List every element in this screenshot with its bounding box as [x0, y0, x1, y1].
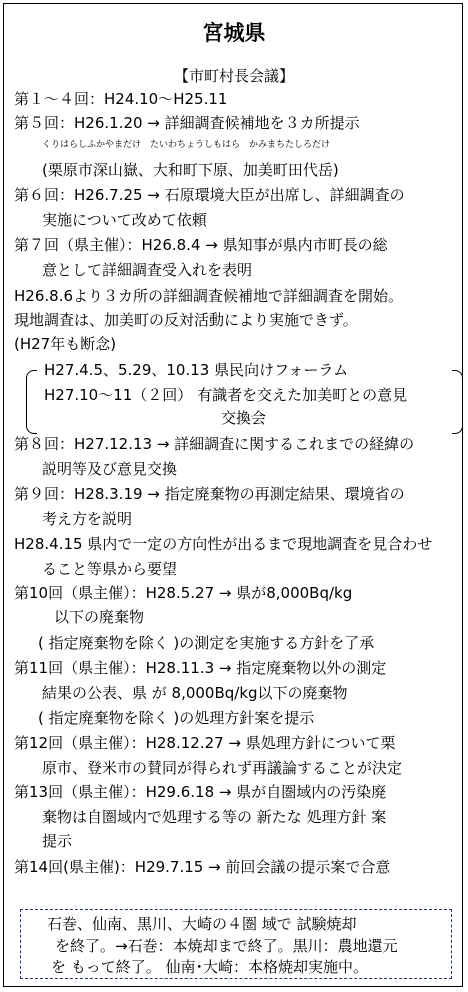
meeting-9: 第９回：H28.3.19 → 指定廃棄物の再測定結果、環境省の	[14, 485, 405, 503]
exchange-line-cont: 交換会	[221, 409, 267, 427]
incineration-note-box	[20, 909, 452, 979]
bracket-left	[26, 370, 37, 434]
document-frame	[3, 3, 463, 987]
meeting-5: 第５回：H26.1.20 → 詳細調査候補地を３カ所提示	[14, 114, 360, 132]
meeting-7: 第７回（県主催）：H26.8.4 → 県知事が県内市町長の総	[14, 236, 388, 254]
meeting-12: 第12回（県主催）：H28.12.27 → 県処理方針について栗	[14, 734, 396, 752]
bracket-right	[452, 370, 463, 434]
meeting-1-4: 第１～４回：H24.10～H25.11	[14, 90, 228, 108]
meeting-10: 第10回（県主催）：H28.5.27 → 県が8,000Bq/kg	[14, 584, 353, 602]
meeting-7-cont: 意として詳細調査受入れを表明	[42, 261, 253, 279]
exchange-line: H27.10～11（２回） 有識者を交えた加美町との意見	[44, 386, 408, 404]
meeting-6-cont: 実施について改めて依頼	[42, 211, 207, 229]
furigana-line: くりはらしふかやまだけ たいわちょうしもはら かみまちたしろだけ	[42, 140, 331, 150]
meeting-11: 第11回（県主催）：H28.11.3 → 指定廃棄物以外の測定	[14, 659, 387, 677]
meeting-8: 第８回：H27.12.13 → 詳細調査に関するこれまでの経緯の	[14, 435, 415, 453]
meeting-11-cont2: ( 指定廃棄物を除く )の処理方針案を提示	[38, 709, 315, 727]
request-line: H28.4.15 県内で一定の方向性が出るまで現地調査を見合わせ	[14, 535, 433, 553]
meeting-8-cont: 説明等及び意見交換	[42, 460, 178, 478]
meeting-10-cont: 以下の廃棄物	[54, 608, 145, 626]
meeting-6: 第６回：H26.7.25 → 石原環境大臣が出席し、詳細調査の	[14, 186, 405, 204]
meeting-13: 第13回（県主催）：H29.6.18 → 県が自圏域内の汚染廃	[14, 783, 387, 801]
candidate-sites: (栗原市深山嶽、大和町下原、加美町田代岳)	[42, 161, 339, 179]
meeting-12-cont: 原市、登米市の賛同が得られず再議論することが決定	[42, 759, 403, 777]
note-line-3: を もって終了。 仙南･大崎：本格焼却実施中。	[51, 958, 369, 976]
meeting-13-cont2: 提示	[42, 832, 73, 850]
meeting-13-cont: 棄物は自圏域内で処理する等の 新たな 処理方針 案	[42, 808, 387, 826]
note-line-1: 石巻、仙南、黒川、大崎の４圏 域で 試験焼却	[47, 915, 357, 933]
meeting-11-cont: 結果の公表、県 が 8,000Bq/kg以下の廃棄物	[42, 684, 348, 702]
survey-start: H26.8.6より３カ所の詳細調査候補地で詳細調査を開始。	[14, 287, 403, 305]
forum-line: H27.4.5、5.29、10.13 県民向けフォーラム	[44, 361, 349, 379]
note-line-2: を終了。→石巻：本焼却まで終了。黒川：農地還元	[55, 937, 398, 955]
section-heading: 【市町村長会議】	[174, 67, 295, 85]
survey-blocked: 現地調査は、加美町の反対活動により実施できず。	[14, 311, 358, 329]
meeting-10-cont2: ( 指定廃棄物を除く )の測定を実施する方針を了承	[38, 634, 375, 652]
page-title: 宮城県	[202, 21, 266, 45]
survey-abandoned: (H27年も断念)	[14, 335, 117, 353]
meeting-9-cont: 考え方を説明	[42, 510, 133, 528]
request-line-cont: ること等県から要望	[42, 560, 178, 578]
meeting-14: 第14回(県主催)：H29.7.15 → 前回会議の提示案で合意	[14, 858, 391, 876]
